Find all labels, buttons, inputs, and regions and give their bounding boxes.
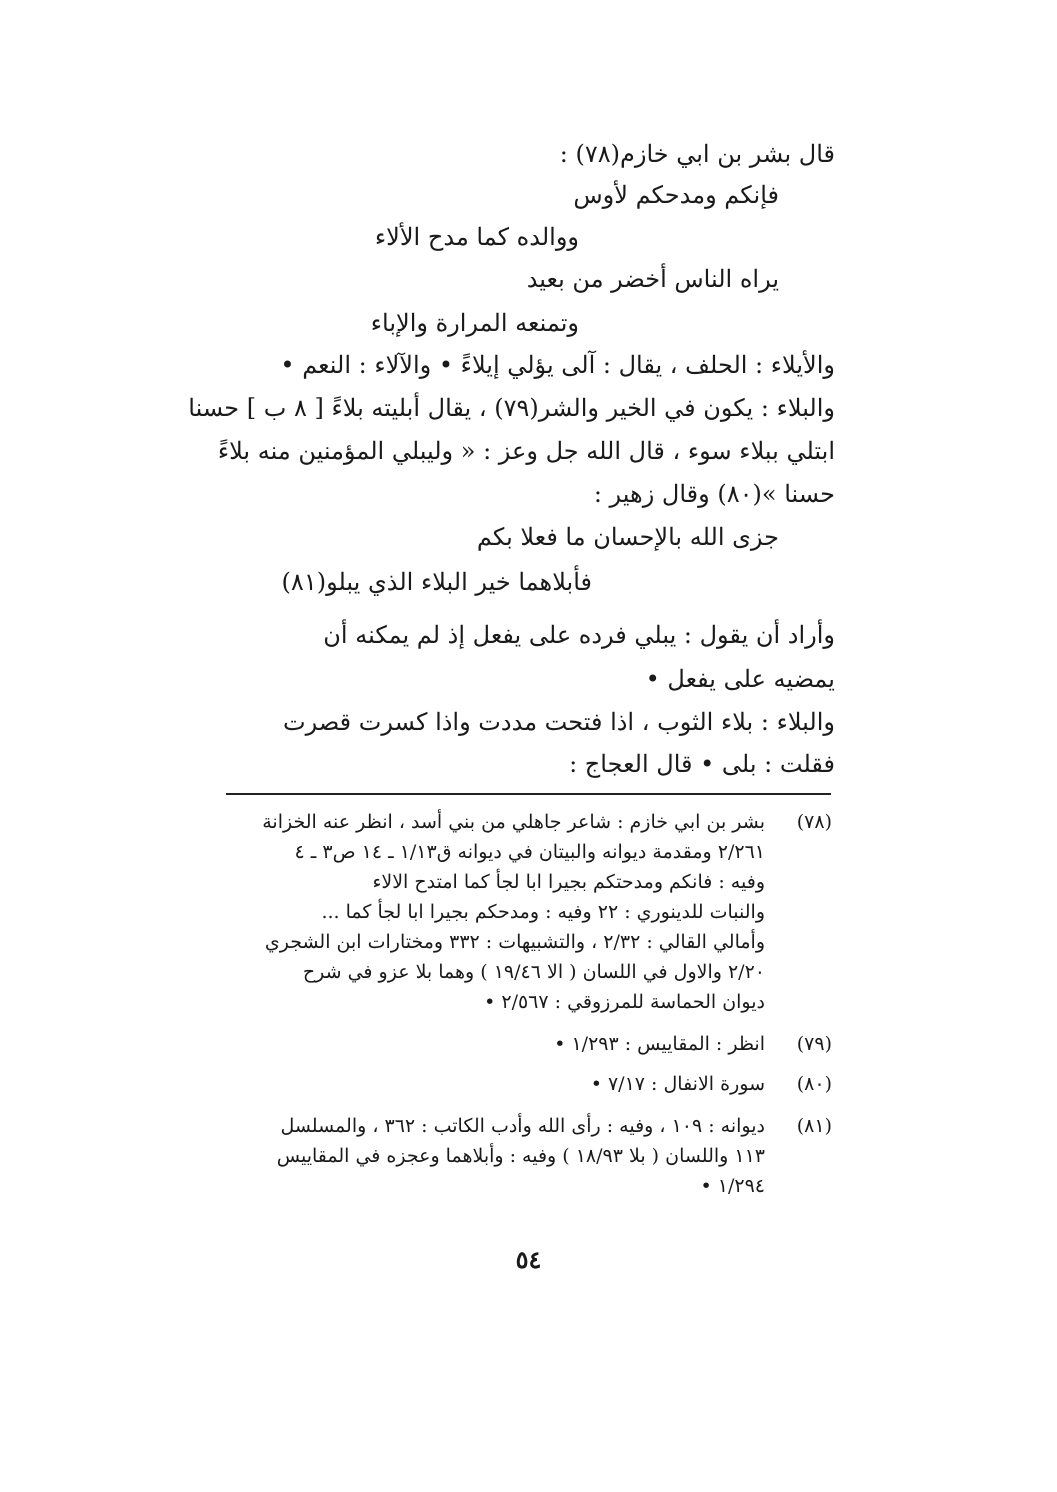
footnote-number: (٨٠)	[796, 1073, 832, 1095]
text-line-4: ابتلي ببلاء سوء ، قال الله جل وعز : « وليبلي المؤمنين منه بلاءً	[217, 437, 835, 465]
footnote-line: والنبات للدينوري : ٢٢ وفيه : ومدحكم بجيرا ابا لجأ كما ...	[321, 901, 765, 923]
text-line-2: والأيلاء : الحلف ، يقال : آلى يؤلي إيلاءً • والآلاء : النعم •	[280, 351, 835, 379]
verse-line-4: وتمنعه المرارة والإباء	[370, 309, 579, 337]
verse-line-3: يراه الناس أخضر من بعيد	[526, 265, 779, 293]
footnote-line: بشر بن ابي خازم : شاعر جاهلي من بني أسد ، انظر عنه الخزانة	[262, 811, 765, 833]
footnote-number: (٧٩)	[796, 1033, 832, 1055]
text-line-7: يمضيه على يفعل •	[645, 665, 835, 693]
footnote-divider	[226, 793, 831, 795]
footnote-line: انظر : المقاييس : ١/٢٩٣ •	[554, 1033, 765, 1055]
footnote-line: سورة الانفال : ٧/١٧ •	[590, 1073, 765, 1095]
verse-line-2: ووالده كما مدح الألاء	[374, 223, 579, 251]
footnote-line: ٢/٢٦١ ومقدمة ديوانه والبيتان في ديوانه ق١/١٣ ـ ١٤ ص٣ ـ ٤	[294, 841, 765, 863]
footnote-line: ٢/٢٠ والاول في اللسان ( الا ١٩/٤٦ ) وهما بلا عزو في شرح	[302, 961, 765, 983]
verse-line-1: فإنكم ومدحكم لأوس	[573, 181, 779, 209]
footnote-line: ١١٣ واللسان ( بلا ١٨/٩٣ ) وفيه : وأبلاهما وعجزه في المقاييس	[276, 1145, 765, 1167]
text-line-3: والبلاء : يكون في الخير والشر(٧٩) ، يقال أبليته بلاءً [ ٨ ب ] حسنا	[188, 394, 835, 422]
page-number: ٥٤	[515, 1245, 542, 1274]
footnote-line: ديوان الحماسة للمرزوقي : ٢/٥٦٧ •	[484, 991, 765, 1013]
footnote-line: ديوانه : ١٠٩ ، وفيه : رأى الله وأدب الكاتب : ٣٦٢ ، والمسلسل	[280, 1115, 765, 1137]
text-line-6: وأراد أن يقول : يبلي فرده على يفعل إذ لم يمكنه أن	[323, 621, 835, 649]
footnote-number: (٨١)	[796, 1115, 832, 1137]
text-line-5: حسنا »(٨٠) وقال زهير :	[593, 480, 835, 508]
text-line-8: والبلاء : بلاء الثوب ، اذا فتحت مددت واذا كسرت قصرت	[283, 708, 835, 736]
text-line-1: قال بشر بن ابي خازم(٧٨) :	[559, 140, 835, 168]
verse-line-6: فأبلاهما خير البلاء الذي يبلو(٨١)	[281, 568, 592, 596]
footnote-line: وفيه : فانكم ومدحتكم بجيرا ابا لجأ كما امتدح الالاء	[372, 871, 765, 893]
footnote-line: ١/٢٩٤ •	[700, 1175, 765, 1197]
footnote-line: وأمالي القالي : ٢/٣٢ ، والتشبيهات : ٣٣٢ ومختارات ابن الشجري	[264, 931, 765, 953]
verse-line-5: جزى الله بالإحسان ما فعلا بكم	[476, 523, 779, 551]
text-line-9: فقلت : بلى • قال العجاج :	[569, 750, 835, 778]
footnote-number: (٧٨)	[796, 811, 832, 833]
